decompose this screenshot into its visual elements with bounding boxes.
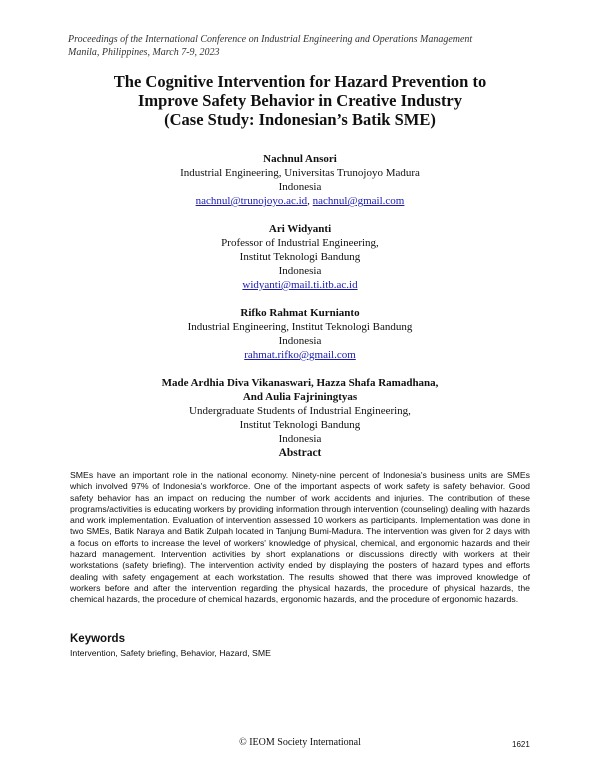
footer-copyright: © IEOM Society International xyxy=(239,737,361,748)
author-affiliation: Undergraduate Students of Industrial Engineering, xyxy=(189,405,411,417)
author-country: Indonesia xyxy=(278,433,322,445)
author-name: And Aulia Fajriningtyas xyxy=(242,391,358,403)
email-link[interactable]: widyanti@mail.ti.itb.ac.id xyxy=(242,279,358,291)
author-affiliation: Industrial Engineering, Institut Teknologi Bandung xyxy=(187,321,413,333)
author-block xyxy=(0,376,600,446)
header-line-2: Manila, Philippines, March 7-9, 2023 xyxy=(68,47,220,58)
title-line-2: Improve Safety Behavior in Creative Industry xyxy=(137,91,463,110)
author-emails: nachnul@trunojoyo.ac.id, nachnul@gmail.com xyxy=(195,195,405,207)
author-block xyxy=(0,306,600,362)
author-affiliation: Industrial Engineering, Universitas Trunojoyo Madura xyxy=(180,167,420,179)
page-number: 1621 xyxy=(512,740,530,749)
author-affiliation: Institut Teknologi Bandung xyxy=(239,251,361,263)
author-country: Indonesia xyxy=(278,335,322,347)
author-affiliation: Professor of Industrial Engineering, xyxy=(221,237,379,249)
abstract-text: SMEs have an important role in the national economy. Ninety-nine percent of Indonesia's business units are SMEs which involved 97% of Indonesia's workforce. One of the important aspects of work safety is safety behavior. Good safety behavior has an impact on reducing the number of work accidents and injuries. The contribution of these programs/activities is educating workers by providing information through intervention (counseling) dealing with hazards and work implementation. Evaluation of intervention assessed 10 workers as participants. Implementation was done in two SMEs, Batik Naraya and Batik Zulpah located in Tanjung Bumi-Madura. The intervention was given for 2 days with a focus on efforts to increase the level of workers' knowledge of physical, chemical, and ergonomic hazards and their hazard management. Intervention activities by short explanations or discussions directly with workers at their workstations (safety briefing). The intervention activity ended by displaying the posters of hazard types and efforts dealing with safety engagement at each workstation. The results showed that there was improved knowledge of workers before and after the intervention regarding the physical hazards, the procedure of physical hazards, the chemical hazards, the procedure of chemical hazards, ergonomic hazards, and the procedure of ergonomic hazards. xyxy=(70,470,530,605)
keywords-text: Intervention, Safety briefing, Behavior, Hazard, SME xyxy=(70,648,271,658)
author-block xyxy=(0,152,600,208)
author-block xyxy=(0,222,600,292)
author-country: Indonesia xyxy=(278,181,322,193)
author-name: Rifko Rahmat Kurnianto xyxy=(240,307,360,319)
keywords-heading: Keywords xyxy=(70,633,125,645)
email-link[interactable]: nachnul@trunojoyo.ac.id xyxy=(195,195,308,207)
author-country: Indonesia xyxy=(278,265,322,277)
author-name: Nachnul Ansori xyxy=(263,153,337,165)
paper-title xyxy=(0,72,600,129)
email-link[interactable]: nachnul@gmail.com xyxy=(312,195,405,207)
author-affiliation: Institut Teknologi Bandung xyxy=(239,419,361,431)
abstract-heading: Abstract xyxy=(278,447,322,459)
title-line-1: The Cognitive Intervention for Hazard Prevention to xyxy=(113,72,487,91)
email-link[interactable]: rahmat.rifko@gmail.com xyxy=(244,349,356,361)
proceedings-header xyxy=(68,33,472,59)
author-name: Made Ardhia Diva Vikanaswari, Hazza Shafa Ramadhana, xyxy=(161,377,439,389)
header-line-1: Proceedings of the International Conference on Industrial Engineering and Operations Management xyxy=(68,34,473,45)
author-list xyxy=(0,152,600,460)
title-line-3: (Case Study: Indonesian’s Batik SME) xyxy=(164,110,436,129)
author-name: Ari Widyanti xyxy=(268,223,332,235)
